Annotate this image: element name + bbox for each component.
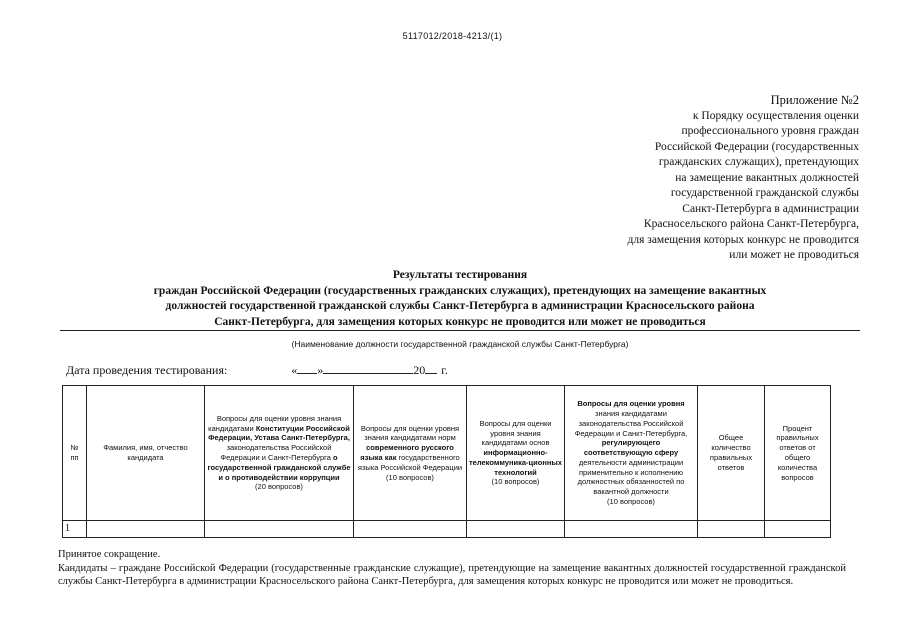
row-russian-score xyxy=(354,521,467,538)
row-it-score xyxy=(467,521,565,538)
position-underline xyxy=(60,330,860,331)
document-title xyxy=(60,268,860,330)
header-russian-language-questions: Вопросы для оценки уровня знания кандидатами норм современного русского языка как государственного языка Российской Федерации (10 вопросов) xyxy=(354,386,467,521)
table-header-row xyxy=(63,386,831,521)
appendix-line: Красносельского района Санкт-Петербурга, xyxy=(643,218,859,230)
header-number: № пп xyxy=(63,386,87,521)
appendix-line: государственной гражданской службы xyxy=(670,187,859,199)
appendix-line: Российской Федерации (государственных xyxy=(654,140,859,153)
date-day-blank xyxy=(297,362,317,374)
document-id: 5117012/2018-4213/(1) xyxy=(402,31,503,41)
date-year-blank xyxy=(425,362,437,374)
row-number: 1 xyxy=(63,521,87,538)
header-percent-correct: Процент правильных ответов от общего количества вопросов xyxy=(765,386,831,521)
row-legislation-score xyxy=(565,521,698,538)
header-full-name: Фамилия, имя, отчество кандидата xyxy=(87,386,205,521)
title-line: должностей государственной гражданской службы Санкт-Петербурга в администрации Красносельского района xyxy=(165,300,755,312)
row-constitution-score xyxy=(205,521,354,538)
appendix-title: Приложение №2 xyxy=(770,93,859,107)
appendix-line: к Порядку осуществления оценки xyxy=(692,109,859,122)
appendix-line: или может не проводиться xyxy=(729,249,859,261)
title-line: граждан Российской Федерации (государственных гражданских служащих), претендующих на замещение вакантных xyxy=(153,284,767,297)
row-total-correct xyxy=(698,521,765,538)
abbreviation-notes xyxy=(58,548,846,589)
test-date-line xyxy=(66,362,448,378)
appendix-block xyxy=(628,93,859,264)
header-legislation-questions: Вопросы для оценки уровня знания кандидатами законодательства Российской Федерации и Санкт-Петербурга, регулирующего соответствующую сферу деятельности администрации применительно к исполнению должностных обязанностей по вакантной должности (10 вопросов) xyxy=(565,386,698,521)
position-caption: (Наименование должности государственной гражданской службы Санкт-Петербурга) xyxy=(291,339,629,349)
notes-heading: Принятое сокращение. xyxy=(58,549,161,560)
appendix-line: гражданских служащих), претендующих xyxy=(658,156,859,168)
row-percent-correct xyxy=(765,521,831,538)
results-table xyxy=(62,385,831,538)
appendix-line: профессионального уровня граждан xyxy=(681,125,859,137)
appendix-line: Санкт-Петербурга в администрации xyxy=(682,202,859,215)
appendix-line: для замещения которых конкурс не проводится xyxy=(627,233,859,246)
date-open-quote: « xyxy=(291,363,298,377)
row-full-name xyxy=(87,521,205,538)
header-it-questions: Вопросы для оценки уровня знания кандидатами основ информационно-телекоммуника-ционных технологий (10 вопросов) xyxy=(467,386,565,521)
title-heading: Результаты тестирования xyxy=(392,269,528,281)
date-year-prefix: 20 xyxy=(413,363,426,377)
title-line: Санкт-Петербурга, для замещения которых конкурс не проводится или может не проводиться xyxy=(214,315,706,328)
header-total-correct: Общее количество правильных ответов xyxy=(698,386,765,521)
appendix-line: на замещение вакантных должностей xyxy=(675,171,859,184)
date-month-blank xyxy=(323,362,413,374)
date-close-quote: » xyxy=(317,363,324,377)
notes-text: Кандидаты – граждане Российской Федерации (государственные гражданские служащие), претендующие на замещение вакантных должностей государственной гражданской службы Санкт-Петербурга в администрации Красносельского района Санкт-Петербурга, для замещения которых конкурс не проводится или может не проводиться. xyxy=(58,562,846,587)
date-year-suffix: г. xyxy=(441,363,448,377)
table-row xyxy=(63,521,831,538)
date-label: Дата проведения тестирования: xyxy=(66,363,228,377)
header-constitution-questions: Вопросы для оценки уровня знания кандидатами Конституции Российской Федерации, Устава Санкт-Петербурга, законодательства Российской Федерации и Санкт-Петербурга о государственной гражданской службе и о противодействии коррупции (20 вопросов) xyxy=(205,386,354,521)
